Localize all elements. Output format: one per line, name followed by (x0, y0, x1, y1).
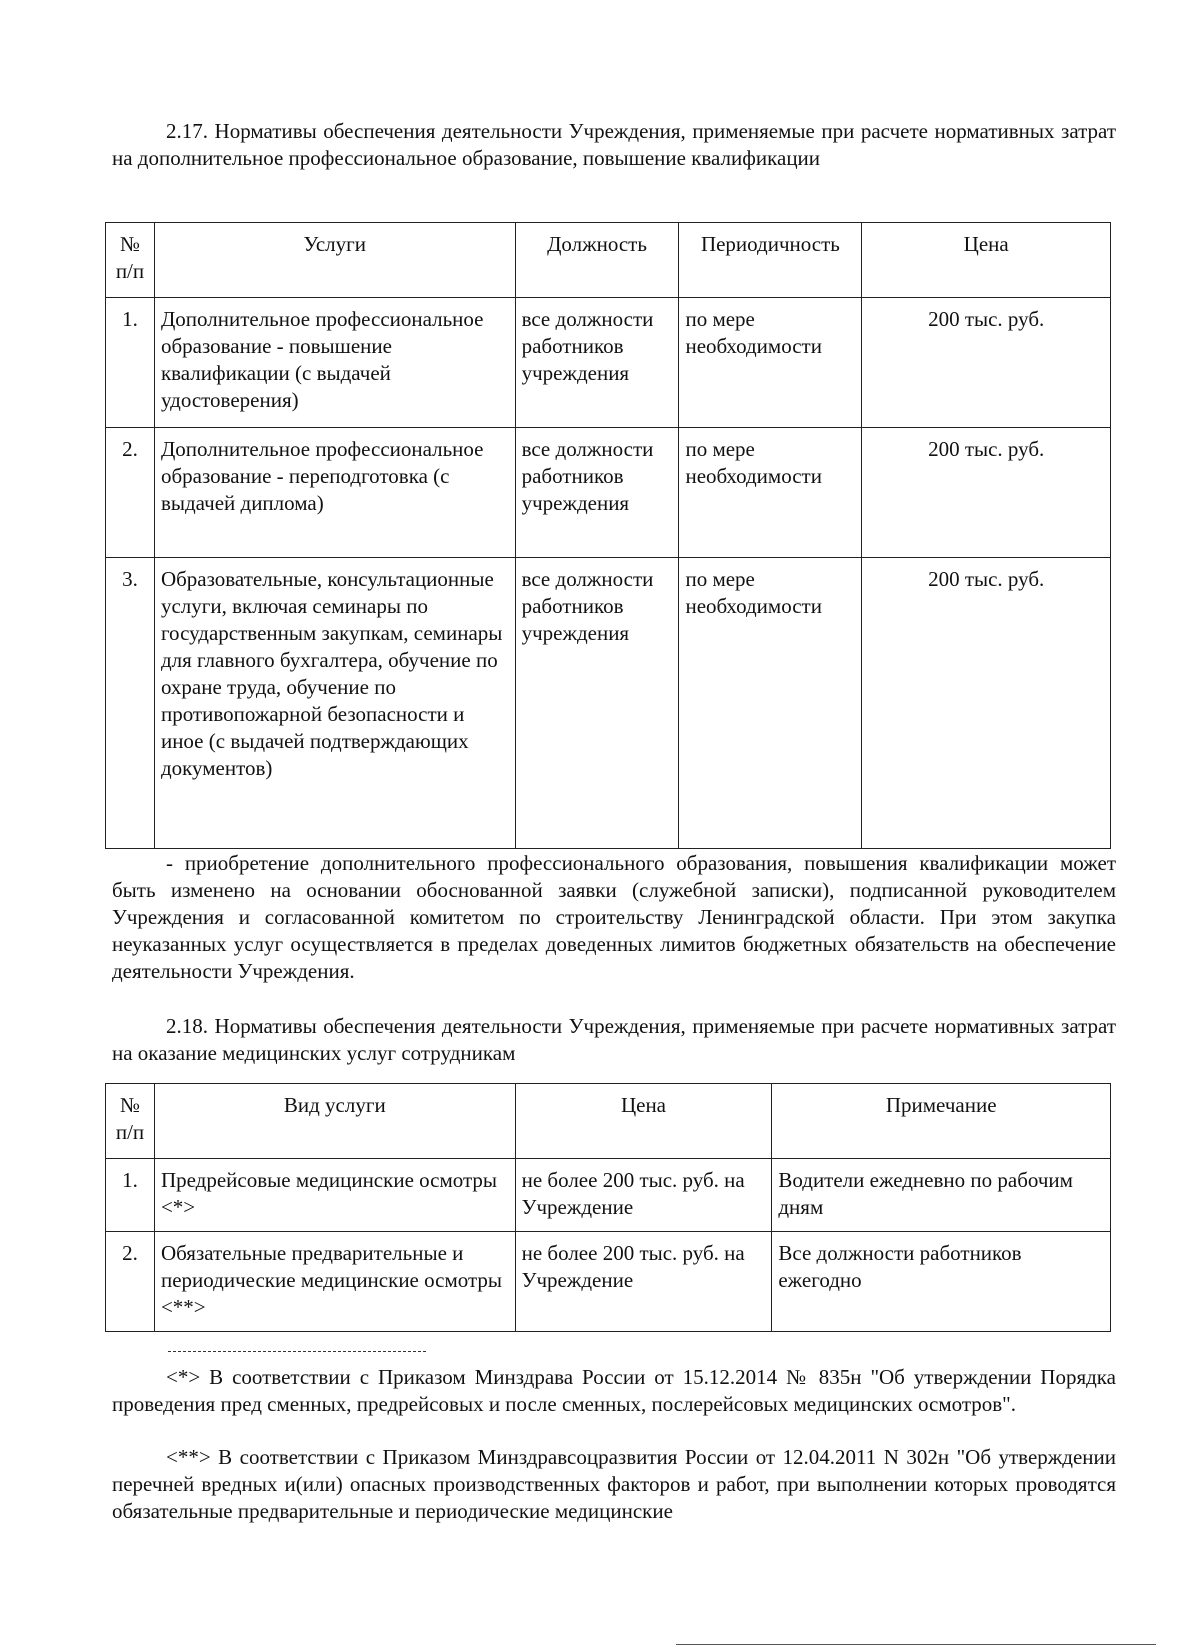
header-periodicity: Периодичность (679, 223, 862, 298)
header-position: Должность (515, 223, 679, 298)
header-price: Цена (862, 223, 1111, 298)
table-row (106, 1232, 1111, 1332)
table-row (106, 1159, 1111, 1232)
row-position: все должности работников учреждения (515, 558, 679, 849)
row-note: Водители ежедневно по рабочим дням (772, 1159, 1111, 1232)
table-row (106, 428, 1111, 558)
row-price: 200 тыс. руб. (862, 298, 1111, 428)
row-periodicity: по мере необходимости (679, 298, 862, 428)
section-2-17-heading: 2.17. Нормативы обеспечения деятельности Учреждения, применяемые при расчете нормативных затрат на дополнительное профессиональное образование, повышение квалификации (112, 119, 1116, 170)
page-bottom-rule (676, 1644, 1156, 1645)
row-price: не более 200 тыс. руб. на Учреждение (515, 1159, 772, 1232)
row-service-type: Предрейсовые медицинские осмотры <*> (154, 1159, 515, 1232)
row-number: 2. (106, 428, 155, 558)
header-price: Цена (515, 1084, 772, 1159)
table-header-row (106, 1084, 1111, 1159)
row-price: 200 тыс. руб. (862, 428, 1111, 558)
table-row (106, 558, 1111, 849)
header-number: № п/п (106, 223, 155, 298)
row-number: 1. (106, 1159, 155, 1232)
row-position: все должности работников учреждения (515, 428, 679, 558)
table-2-18 (105, 1083, 1111, 1332)
header-number: № п/п (106, 1084, 155, 1159)
row-service: Образовательные, консультационные услуги, включая семинары по государственным закупкам, семинары для главного бухгалтера, обучение по охране труда, обучение по противопожарной безопасности и иное (с выдачей подтверждающих документов) (154, 558, 515, 849)
row-number: 3. (106, 558, 155, 849)
row-note: Все должности работников ежегодно (772, 1232, 1111, 1332)
row-service: Дополнительное профессиональное образование - повышение квалификации (с выдачей удостоверения) (154, 298, 515, 428)
table-header-row (106, 223, 1111, 298)
section-2-18-heading: 2.18. Нормативы обеспечения деятельности Учреждения, применяемые при расчете нормативных затрат на оказание медицинских услуг сотрудникам (112, 1014, 1116, 1065)
row-position: все должности работников учреждения (515, 298, 679, 428)
section-2-17-note: - приобретение дополнительного профессионального образования, повышения квалификации может быть изменено на основании обоснованной заявки (служебной записки), подписанной руководителем Учреждения и согласованной комитетом по строительству Ленинградской области. При этом закупка неуказанных услуг осуществляется в пределах доведенных лимитов бюджетных обязательств на обеспечение деятельности Учреждения. (112, 851, 1116, 983)
row-periodicity: по мере необходимости (679, 428, 862, 558)
row-price: не более 200 тыс. руб. на Учреждение (515, 1232, 772, 1332)
footnote-2: <**> В соответствии с Приказом Минздравсоцразвития России от 12.04.2011 N 302н "Об утверждении перечней вредных и(или) опасных производственных факторов и работ, при выполнении которых проводятся обязательные предварительные и периодические медицинские (112, 1445, 1116, 1523)
table-row (106, 298, 1111, 428)
row-service: Дополнительное профессиональное образование - переподготовка (с выдачей диплома) (154, 428, 515, 558)
footnote-1: <*> В соответствии с Приказом Минздрава России от 15.12.2014 № 835н "Об утверждении Порядка проведения пред сменных, предрейсовых и после сменных, послерейсовых медицинских осмотров". (112, 1365, 1116, 1416)
row-service-type: Обязательные предварительные и периодические медицинские осмотры <**> (154, 1232, 515, 1332)
header-note: Примечание (772, 1084, 1111, 1159)
header-service-type: Вид услуги (154, 1084, 515, 1159)
row-periodicity: по мере необходимости (679, 558, 862, 849)
header-services: Услуги (154, 223, 515, 298)
table-2-17 (105, 222, 1111, 849)
row-price: 200 тыс. руб. (862, 558, 1111, 849)
footnote-separator (168, 1351, 426, 1352)
row-number: 1. (106, 298, 155, 428)
row-number: 2. (106, 1232, 155, 1332)
